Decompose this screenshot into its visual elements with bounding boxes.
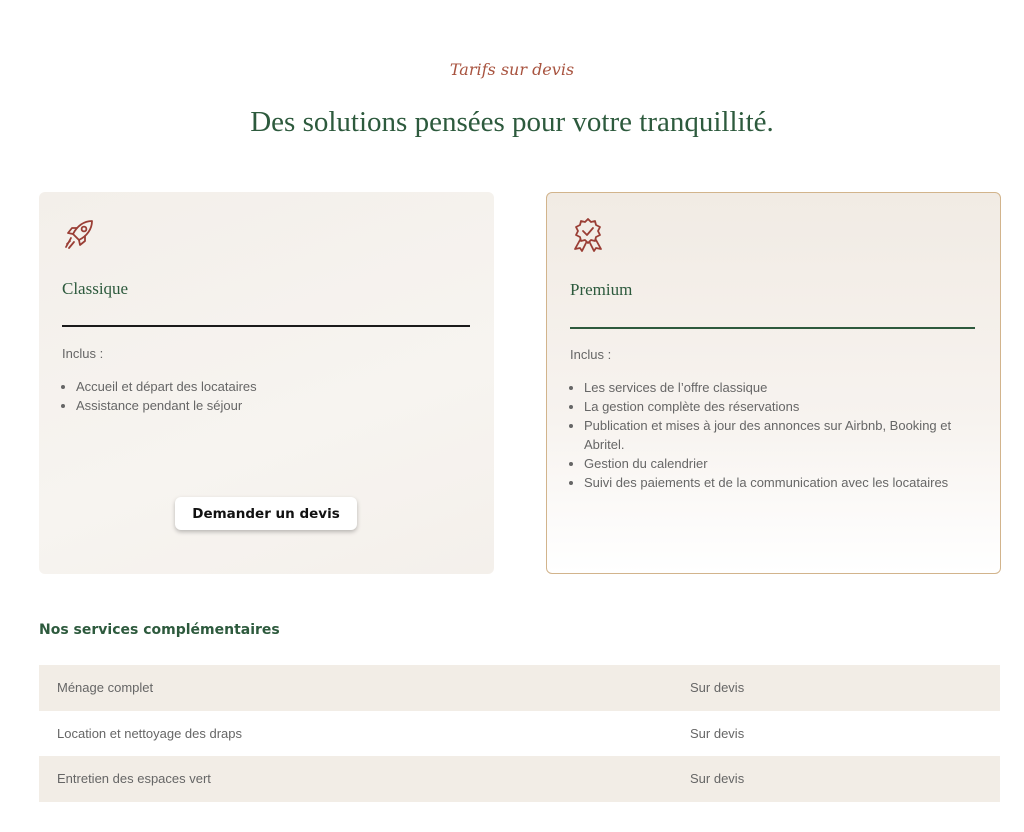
card-title: Classique xyxy=(62,279,129,298)
card-divider xyxy=(62,325,470,327)
card-premium xyxy=(546,192,1001,574)
list-item: • Suivi des paiements et de la communication avec les locataires xyxy=(584,473,974,492)
service-name: Entretien des espaces vert xyxy=(57,771,211,786)
inclus-label: Inclus : xyxy=(570,347,612,362)
included-list xyxy=(584,378,974,492)
service-price: Sur devis xyxy=(690,680,745,695)
table-row xyxy=(39,665,1000,711)
card-classique xyxy=(39,192,494,574)
services-table xyxy=(39,665,1000,802)
list-item: • Accueil et départ des locataires xyxy=(76,377,466,396)
badge-check-icon xyxy=(570,217,606,253)
list-item: • Publication et mises à jour des annonces sur Airbnb, Booking et Abritel. xyxy=(584,416,974,454)
card-title: Premium xyxy=(570,280,633,299)
inclus-label: Inclus : xyxy=(62,346,104,361)
pricing-eyebrow: Tarifs sur devis xyxy=(449,60,575,79)
rocket-icon xyxy=(62,216,98,252)
included-list xyxy=(76,377,466,415)
pricing-headline: Des solutions pensées pour votre tranquillité. xyxy=(250,106,774,138)
service-name: Ménage complet xyxy=(57,680,154,695)
card-divider xyxy=(570,327,975,329)
table-row xyxy=(39,711,1000,757)
service-price: Sur devis xyxy=(690,771,745,786)
list-item: • La gestion complète des réservations xyxy=(584,397,974,416)
request-quote-button[interactable]: Demander un devis xyxy=(175,497,357,530)
list-item: • Assistance pendant le séjour xyxy=(76,396,466,415)
list-item: • Les services de l’offre classique xyxy=(584,378,974,397)
list-item: • Gestion du calendrier xyxy=(584,454,974,473)
services-title: Nos services complémentaires xyxy=(39,622,280,638)
table-row xyxy=(39,756,1000,802)
service-name: Location et nettoyage des draps xyxy=(57,725,243,741)
service-price: Sur devis xyxy=(690,725,745,741)
